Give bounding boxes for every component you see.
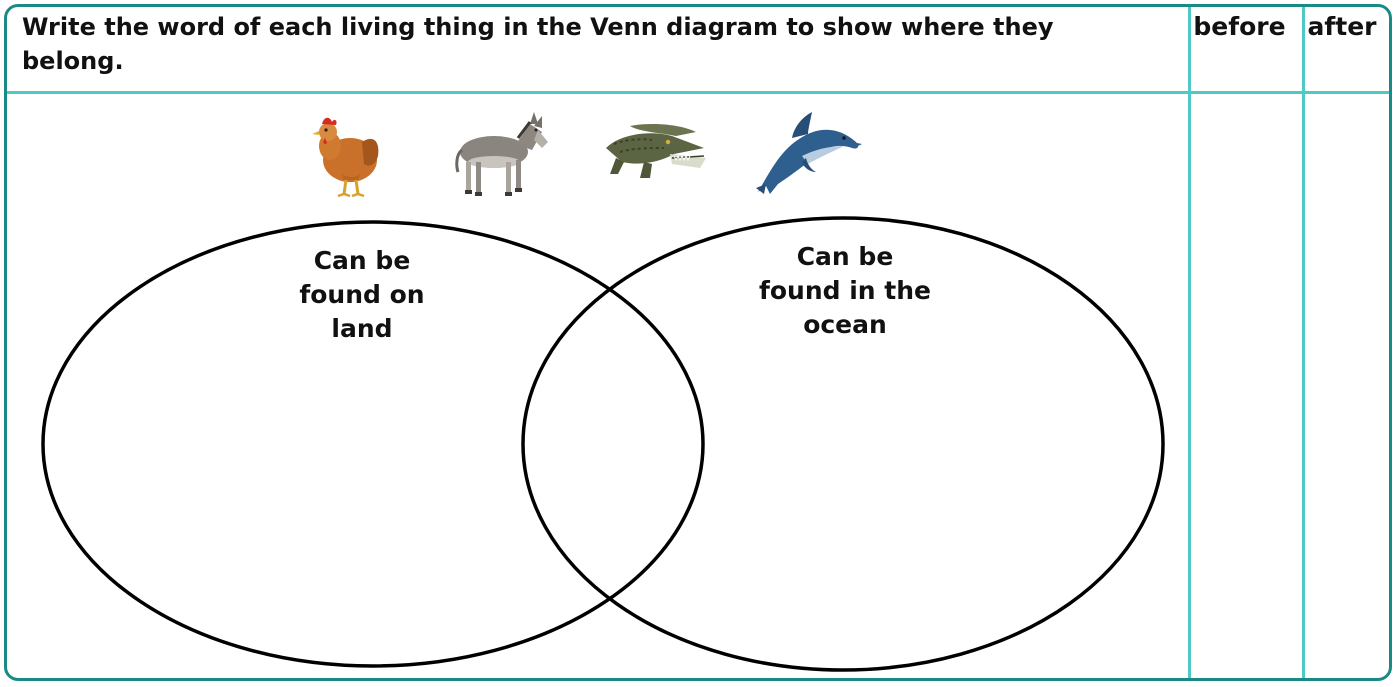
dolphin-icon xyxy=(752,108,864,196)
land-set-label: Can be found on land xyxy=(299,246,425,343)
ocean-set-label: Can be found in the ocean xyxy=(758,242,932,339)
crocodile-icon xyxy=(600,118,710,184)
instruction-text: Write the word of each living thing in the Venn diagram to show where they belong. xyxy=(22,13,1054,75)
after-column-header: after xyxy=(1307,12,1377,41)
chicken-icon xyxy=(308,112,382,200)
before-column-header: before xyxy=(1193,12,1286,41)
donkey-icon xyxy=(450,110,550,198)
